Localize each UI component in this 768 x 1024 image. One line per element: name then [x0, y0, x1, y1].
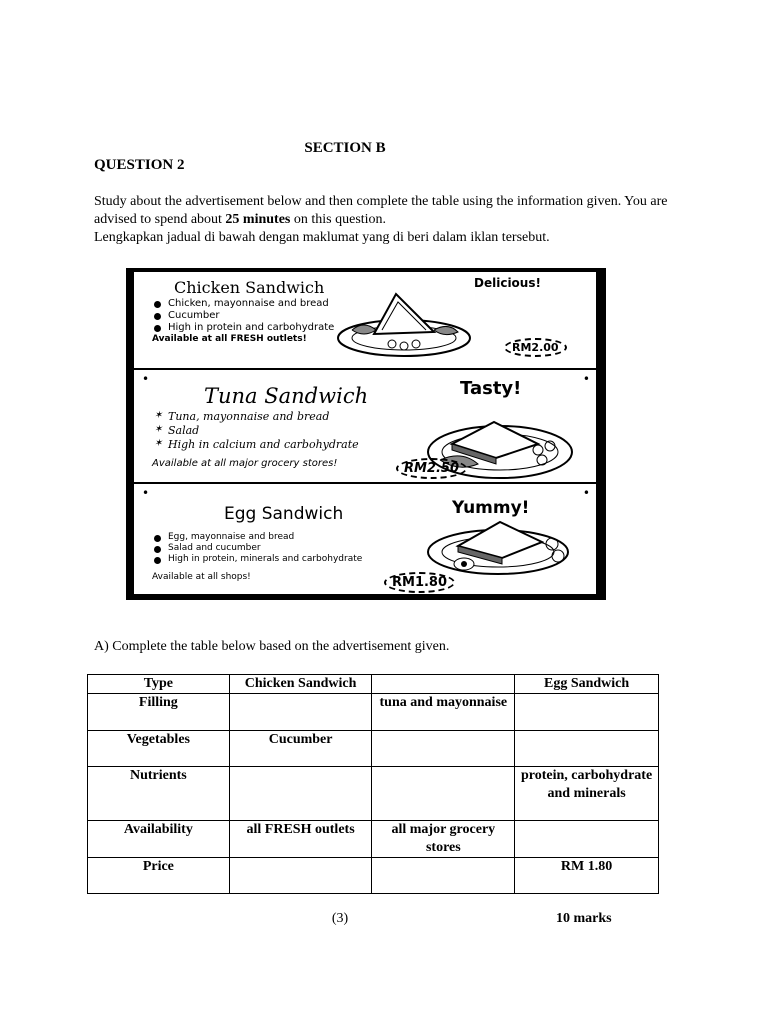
chicken-item: Chicken, mayonnaise and bread: [152, 298, 334, 310]
tuna-item: ✶ Salad: [152, 424, 359, 438]
question-a: A) Complete the table below based on the advertisement given.: [94, 639, 450, 654]
chicken-title: Chicken Sandwich: [174, 278, 325, 297]
hook-icon: •: [142, 486, 150, 500]
table-cell: Nutrients: [88, 767, 230, 821]
ad-panel-chicken: [134, 272, 596, 368]
table-row: [88, 675, 659, 694]
chicken-price: RM2.00: [504, 338, 567, 357]
table-cell[interactable]: [515, 694, 659, 731]
chicken-item: Cucumber: [152, 310, 334, 322]
table-cell[interactable]: [372, 767, 515, 821]
table-cell[interactable]: [229, 694, 372, 731]
table-cell: all major grocery stores: [372, 821, 515, 858]
tuna-price: RM2.50: [396, 458, 467, 479]
table-cell[interactable]: [372, 858, 515, 894]
advertisement: [126, 268, 606, 600]
chicken-availability: Available at all FRESH outlets!: [152, 334, 307, 344]
egg-item: High in protein, minerals and carbohydrate: [152, 554, 362, 565]
table-row: [88, 731, 659, 767]
table-row: [88, 821, 659, 858]
chicken-item: High in protein and carbohydrate: [152, 322, 334, 334]
egg-list: [152, 532, 362, 565]
egg-item: Salad and cucumber: [152, 543, 362, 554]
instructions-text-pre: Study about the advertisement below and then complete the table using the information given. You are advised to spend about: [94, 194, 668, 227]
egg-title: Egg Sandwich: [224, 504, 344, 524]
answer-table: [87, 674, 659, 894]
table-cell: RM 1.80: [515, 858, 659, 894]
table-cell: Filling: [88, 694, 230, 731]
table-cell[interactable]: [372, 675, 515, 694]
hook-icon: •: [142, 372, 150, 386]
marks-label: 10 marks: [556, 911, 612, 926]
question-title: QUESTION 2: [94, 157, 185, 173]
table-cell[interactable]: [515, 821, 659, 858]
table-cell: Cucumber: [229, 731, 372, 767]
tuna-availability: Available at all major grocery stores!: [152, 458, 338, 469]
table-cell[interactable]: [229, 858, 372, 894]
table-cell: protein, carbohydrate and minerals: [515, 767, 659, 821]
egg-plate-illustration: [424, 516, 580, 580]
table-cell: Availability: [88, 821, 230, 858]
table-cell: Vegetables: [88, 731, 230, 767]
egg-availability: Available at all shops!: [152, 572, 251, 582]
tuna-title: Tuna Sandwich: [204, 384, 369, 408]
ad-panel-tuna: [134, 370, 596, 482]
hook-icon: •: [582, 486, 590, 500]
table-cell[interactable]: [229, 767, 372, 821]
egg-item: Egg, mayonnaise and bread: [152, 532, 362, 543]
tuna-list: [152, 410, 359, 452]
table-cell: Type: [88, 675, 230, 694]
tuna-slogan: Tasty!: [460, 378, 522, 399]
tuna-item: ✶ Tuna, mayonnaise and bread: [152, 410, 359, 424]
tuna-item: ✶ High in calcium and carbohydrate: [152, 438, 359, 452]
table-cell: tuna and mayonnaise: [372, 694, 515, 731]
chicken-plate-illustration: [334, 286, 474, 364]
instructions-malay: Lengkapkan jadual di bawah dengan maklumat yang di beri dalam iklan tersebut.: [94, 230, 550, 245]
hook-icon: •: [582, 372, 590, 386]
table-row: [88, 858, 659, 894]
table-cell: Egg Sandwich: [515, 675, 659, 694]
table-cell: Chicken Sandwich: [229, 675, 372, 694]
table-row: [88, 767, 659, 821]
instructions-time: 25 minutes: [225, 212, 291, 227]
page-number: (3): [331, 911, 349, 926]
table-cell: all FRESH outlets: [229, 821, 372, 858]
egg-price: RM1.80: [384, 572, 455, 593]
egg-slogan: Yummy!: [452, 498, 530, 518]
ad-panel-egg: [134, 484, 596, 594]
table-cell[interactable]: [372, 731, 515, 767]
chicken-list: [152, 298, 334, 334]
section-title: SECTION B: [304, 140, 386, 156]
chicken-slogan: Delicious!: [474, 276, 541, 290]
instructions: [94, 193, 674, 247]
table-cell[interactable]: [515, 731, 659, 767]
table-row: [88, 694, 659, 731]
table-cell: Price: [88, 858, 230, 894]
instructions-text-post: on this question.: [290, 212, 387, 227]
